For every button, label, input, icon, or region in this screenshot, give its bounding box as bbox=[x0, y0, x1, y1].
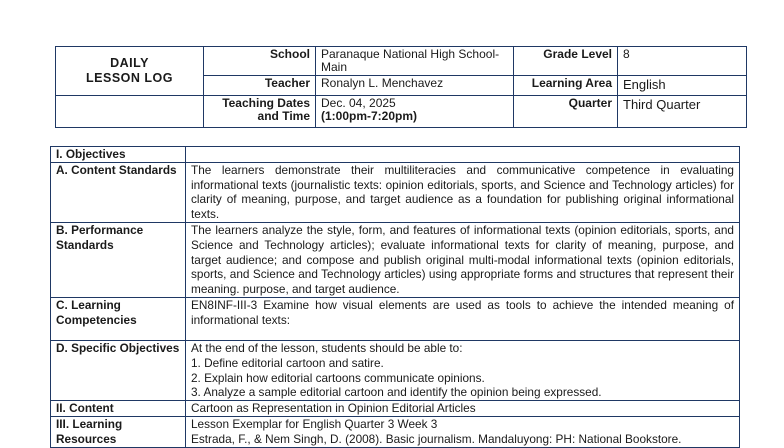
specific-objectives-text bbox=[186, 340, 740, 400]
performance-standards-text: The learners analyze the style, form, and features of informational texts (opinion editorials, sports, and Science and Technology articles); evaluate informational texts for clarity of meaning, purpose, and target audience; and compose and publish original multi-modal informational texts (opinion editorials, sports, and Science and Technology articles) using appropriate forms and structures that represent their meaning. purpose, and target audience. bbox=[186, 222, 740, 297]
content-standards-label: A. Content Standards bbox=[51, 162, 186, 222]
learning-competencies-label: C. Learning Competencies bbox=[51, 297, 186, 340]
learning-area-value: English bbox=[618, 76, 747, 96]
grade-level-value: 8 bbox=[618, 47, 747, 76]
performance-standards-label: B. Performance Standards bbox=[51, 222, 186, 297]
teaching-dates-label-line2: and Time bbox=[257, 109, 310, 123]
teaching-dates-label bbox=[204, 96, 316, 128]
school-label: School bbox=[204, 47, 316, 76]
teacher-value: Ronalyn L. Menchavez bbox=[316, 76, 514, 96]
teaching-dates-value bbox=[316, 96, 514, 128]
grade-level-label: Grade Level bbox=[514, 47, 618, 76]
specific-objective-item: 2. Explain how editorial cartoons communicate opinions. bbox=[191, 370, 485, 385]
specific-objective-item: 1. Define editorial cartoon and satire. bbox=[191, 355, 384, 370]
specific-objective-item: 3. Analyze a sample editorial cartoon and identify the opinion being expressed. bbox=[191, 385, 602, 400]
teaching-time: (1:00pm-7:20pm) bbox=[321, 109, 418, 123]
specific-objectives-label: D. Specific Objectives bbox=[51, 340, 186, 400]
lesson-plan-table bbox=[50, 146, 740, 448]
quarter-label: Quarter bbox=[514, 96, 618, 128]
teaching-dates-label-line1: Teaching Dates bbox=[222, 96, 310, 110]
teaching-date: Dec. 04, 2025 bbox=[321, 96, 396, 110]
learning-resources-label: III. Learning Resources bbox=[51, 416, 186, 447]
specific-objectives-intro: At the end of the lesson, students should be able to: bbox=[191, 340, 463, 355]
content-label: II. Content bbox=[51, 401, 186, 417]
learning-resource-item: Lesson Exemplar for English Quarter 3 Week 3 bbox=[191, 416, 438, 431]
objectives-empty-cell bbox=[186, 147, 740, 163]
learning-resource-item: Estrada, F., & Nem Singh, D. (2008). Basic journalism. Mandaluyong: PH: National Bookstore. bbox=[191, 431, 682, 446]
learning-competencies-text: EN8INF-III-3 Examine how visual elements are used as tools to achieve the intended meaning of informational texts: bbox=[186, 297, 740, 340]
learning-area-label: Learning Area bbox=[514, 76, 618, 96]
lesson-log-title bbox=[56, 47, 204, 96]
teacher-label: Teacher bbox=[204, 76, 316, 96]
content-standards-text: The learners demonstrate their multiliteracies and communicative competence in evaluating informational texts (journalistic texts: opinion editorials, sports, and Science and Technology articles) for clarity of meaning, purpose, and target audience as a foundation for publishing original informational texts. bbox=[186, 162, 740, 222]
title-line-daily: DAILY bbox=[110, 56, 149, 70]
content-text: Cartoon as Representation in Opinion Editorial Articles bbox=[186, 401, 740, 417]
learning-resources-text bbox=[186, 416, 740, 447]
title-cell-spacer bbox=[56, 96, 204, 128]
title-line-lesson-log: LESSON LOG bbox=[86, 71, 173, 85]
quarter-value: Third Quarter bbox=[618, 96, 747, 128]
school-value: Paranaque National High School- Main bbox=[316, 47, 514, 76]
objectives-label: I. Objectives bbox=[51, 147, 186, 163]
lesson-log-header bbox=[55, 46, 747, 128]
